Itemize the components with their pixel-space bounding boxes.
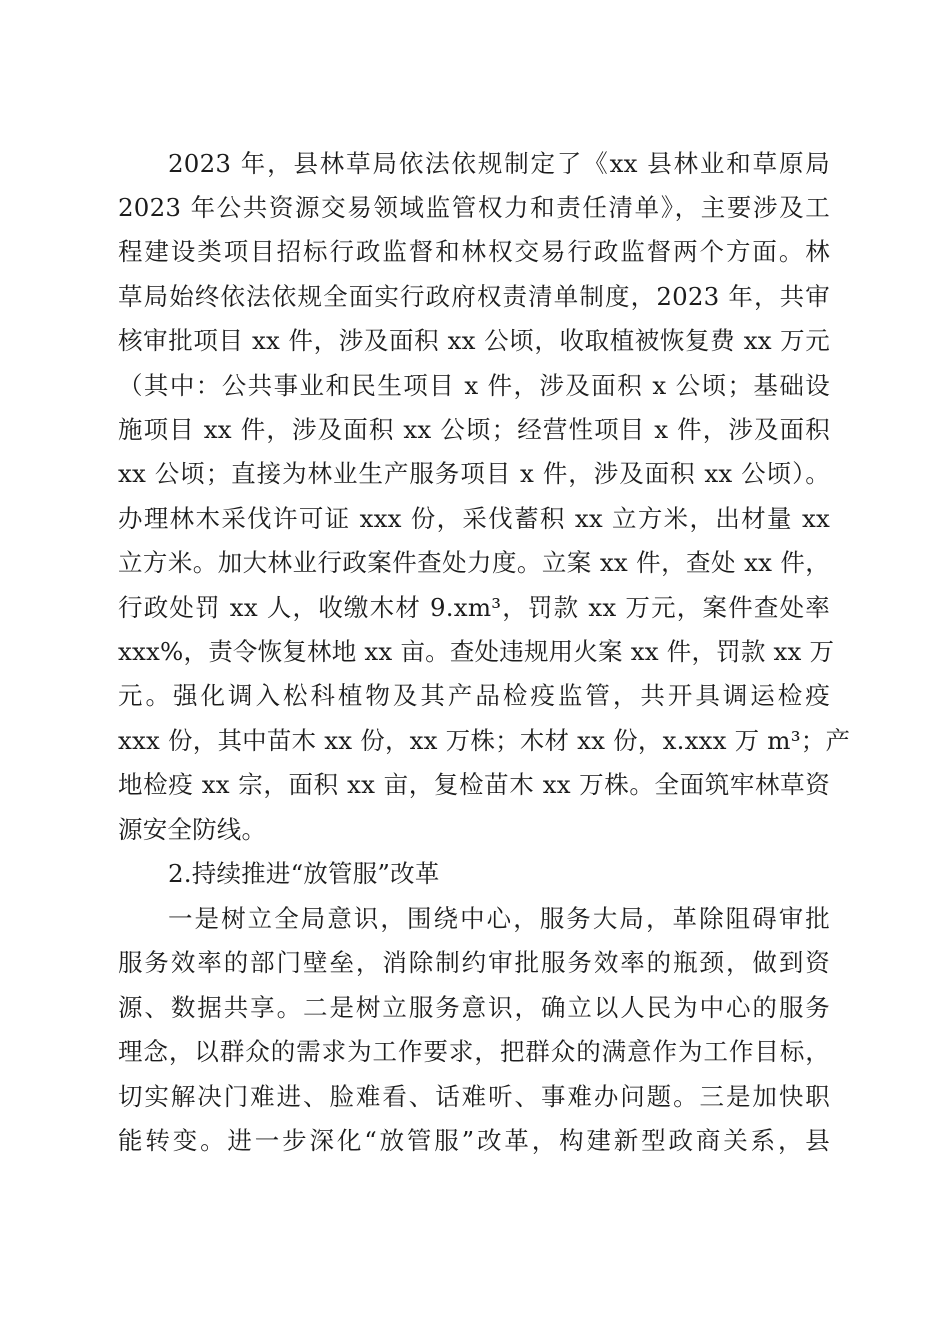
- paragraph-1-line-4: 草局始终依法依规全面实行政府权责清单制度，2023 年，共审: [118, 282, 830, 311]
- paragraph-1-line-13: 元。强化调入松科植物及其产品检疫监管，共开具调运检疫: [118, 681, 830, 710]
- paragraph-1-line-1: 2023 年，县林草局依法依规制定了《xx 县林业和草原局: [168, 149, 830, 178]
- paragraph-2-line-5: 切实解决门难进、脸难看、话难听、事难办问题。三是加快职: [118, 1082, 830, 1111]
- paragraph-2-line-1: 一是树立全局意识，围绕中心，服务大局，革除阻碍审批: [168, 904, 830, 933]
- paragraph-2-line-3: 源、数据共享。二是树立服务意识，确立以人民为中心的服务: [118, 993, 830, 1022]
- paragraph-1-line-5: 核审批项目 xx 件，涉及面积 xx 公顷，收取植被恢复费 xx 万元: [118, 326, 830, 355]
- paragraph-1-line-10: 立方米。加大林业行政案件查处力度。立案 xx 件，查处 xx 件，: [118, 548, 830, 577]
- paragraph-2-line-4: 理念，以群众的需求为工作要求，把群众的满意作为工作目标，: [118, 1037, 830, 1066]
- paragraph-1-line-6: （其中：公共事业和民生项目 x 件，涉及面积 x 公顷；基础设: [118, 371, 830, 400]
- paragraph-2-line-2: 服务效率的部门壁垒，消除制约审批服务效率的瓶颈，做到资: [118, 948, 830, 977]
- paragraph-1-line-8: xx 公顷；直接为林业生产服务项目 x 件，涉及面积 xx 公顷）。: [118, 459, 830, 488]
- paragraph-2-line-6: 能转变。进一步深化“放管服”改革，构建新型政商关系，县: [118, 1126, 830, 1155]
- paragraph-1-line-12: xxx%，责令恢复林地 xx 亩。查处违规用火案 xx 件，罚款 xx 万: [118, 637, 835, 666]
- paragraph-1-line-9: 办理林木采伐许可证 xxx 份，采伐蓄积 xx 立方米，出材量 xx: [118, 504, 830, 533]
- paragraph-1-line-14: xxx 份，其中苗木 xx 份，xx 万株；木材 xx 份，x.xxx 万 m³；产: [118, 726, 851, 755]
- paragraph-1-line-15: 地检疫 xx 宗，面积 xx 亩，复检苗木 xx 万株。全面筑牢林草资: [118, 770, 830, 799]
- paragraph-1-line-2: 2023 年公共资源交易领域监管权力和责任清单》，主要涉及工: [118, 193, 830, 222]
- paragraph-1-line-3: 程建设类项目招标行政监督和林权交易行政监督两个方面。林: [118, 237, 830, 266]
- paragraph-1-line-11: 行政处罚 xx 人，收缴木材 9.xm³，罚款 xx 万元，案件查处率: [118, 593, 830, 622]
- paragraph-1-line-16: 源安全防线。: [118, 815, 267, 844]
- paragraph-1-line-7: 施项目 xx 件，涉及面积 xx 公顷；经营性项目 x 件，涉及面积: [118, 415, 830, 444]
- section-heading: 2.持续推进“放管服”改革: [168, 859, 440, 888]
